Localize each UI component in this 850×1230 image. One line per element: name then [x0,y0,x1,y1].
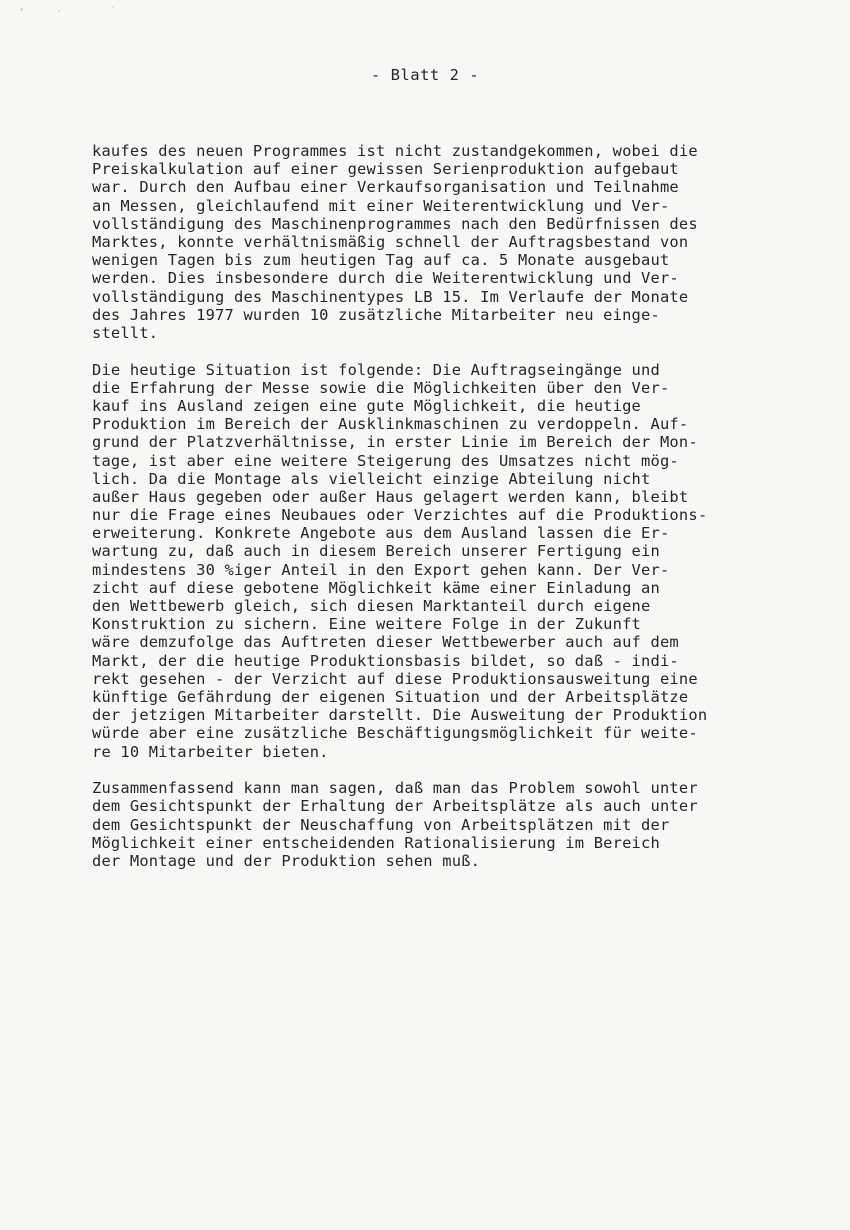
text-line: war. Durch den Aufbau einer Verkaufsorganisation und Teilnahme [92,178,679,197]
text-line: rekt gesehen - der Verzicht auf diese Produktionsausweitung eine [92,669,698,688]
text-line: wäre demzufolge das Auftreten dieser Wettbewerber auch auf dem [92,633,679,652]
paragraph-3 [92,779,832,870]
text-line: re 10 Mitarbeiter bieten. [92,742,329,761]
text-line: wenigen Tagen bis zum heutigen Tag auf ca. 5 Monate ausgebaut [92,251,670,270]
text-line: des Jahres 1977 wurden 10 zusätzliche Mitarbeiter neu einge- [92,305,660,324]
text-line: Markt, der die heutige Produktionsbasis bildet, so daß - indi- [92,651,679,670]
text-line: Zusammenfassend kann man sagen, daß man das Problem sowohl unter [92,779,698,798]
text-line: außer Haus gegeben oder außer Haus gelagert werden kann, bleibt [92,487,689,506]
text-line: Preiskalkulation auf einer gewissen Serienproduktion aufgebaut [92,160,679,179]
text-line: nur die Frage eines Neubaues oder Verzichtes auf die Produktions- [92,506,708,525]
scan-speck [20,8,23,11]
text-line: der Montage und der Produktion sehen muß. [92,851,481,870]
text-line: künftige Gefährdung der eigenen Situation und der Arbeitsplätze [92,687,689,706]
text-line: dem Gesichtspunkt der Neuschaffung von Arbeitsplätzen mit der [92,815,670,834]
text-line: kauf ins Ausland zeigen eine gute Möglichkeit, die heutige [92,396,642,415]
text-line: Die heutige Situation ist folgende: Die Auftragseingänge und [92,360,660,379]
text-line: an Messen, gleichlaufend mit einer Weiterentwicklung und Ver- [92,196,670,215]
text-line: Marktes, konnte verhältnismäßig schnell der Auftragsbestand von [92,232,689,251]
text-line: werden. Dies insbesondere durch die Weiterentwicklung und Ver- [92,269,679,288]
paragraph-1 [92,142,832,342]
text-line: grund der Platzverhältnisse, in erster Linie im Bereich der Mon- [92,433,698,452]
text-line: den Wettbewerb gleich, sich diesen Marktanteil durch eigene [92,597,651,615]
text-line: Konstruktion zu sichern. Eine weitere Folge in der Zukunft [92,615,642,634]
text-line: der jetzigen Mitarbeiter darstellt. Die Ausweitung der Produktion [92,706,708,725]
text-line: würde aber eine zusätzliche Beschäftigungsmöglichkeit für weite- [92,724,698,743]
text-line: stellt. [92,323,159,342]
scan-speck [112,6,114,8]
text-line: vollständigung des Maschinenprogrammes nach den Bedürfnissen des [92,214,698,233]
text-line: erweiterung. Konkrete Angebote aus dem Ausland lassen die Er- [92,524,670,543]
text-line: dem Gesichtspunkt der Erhaltung der Arbeitsplätze als auch unter [92,797,698,816]
text-line: mindestens 30 %iger Anteil in den Export gehen kann. Der Ver- [92,560,670,579]
text-line: kaufes des neuen Programmes ist nicht zustandgekommen, wobei die [92,142,698,160]
page-header: - Blatt 2 - [370,66,480,84]
text-line: tage, ist aber eine weitere Steigerung des Umsatzes nicht mög- [92,451,679,470]
text-line: Möglichkeit einer entscheidenden Rationalisierung im Bereich [92,833,660,852]
scan-speck [58,10,60,12]
text-line: Produktion im Bereich der Ausklinkmaschinen zu verdoppeln. Auf- [92,415,689,434]
text-line: wartung zu, daß auch in diesem Bereich unserer Fertigung ein [92,542,660,561]
text-line: zicht auf diese gebotene Möglichkeit käme einer Einladung an [92,578,660,597]
paragraph-2 [92,361,832,761]
text-line: vollständigung des Maschinentypes LB 15. Im Verlaufe der Monate [92,287,689,306]
text-line: die Erfahrung der Messe sowie die Möglichkeiten über den Ver- [92,378,670,397]
text-line: lich. Da die Montage als vielleicht einzige Abteilung nicht [92,469,651,488]
document-body [92,142,832,889]
